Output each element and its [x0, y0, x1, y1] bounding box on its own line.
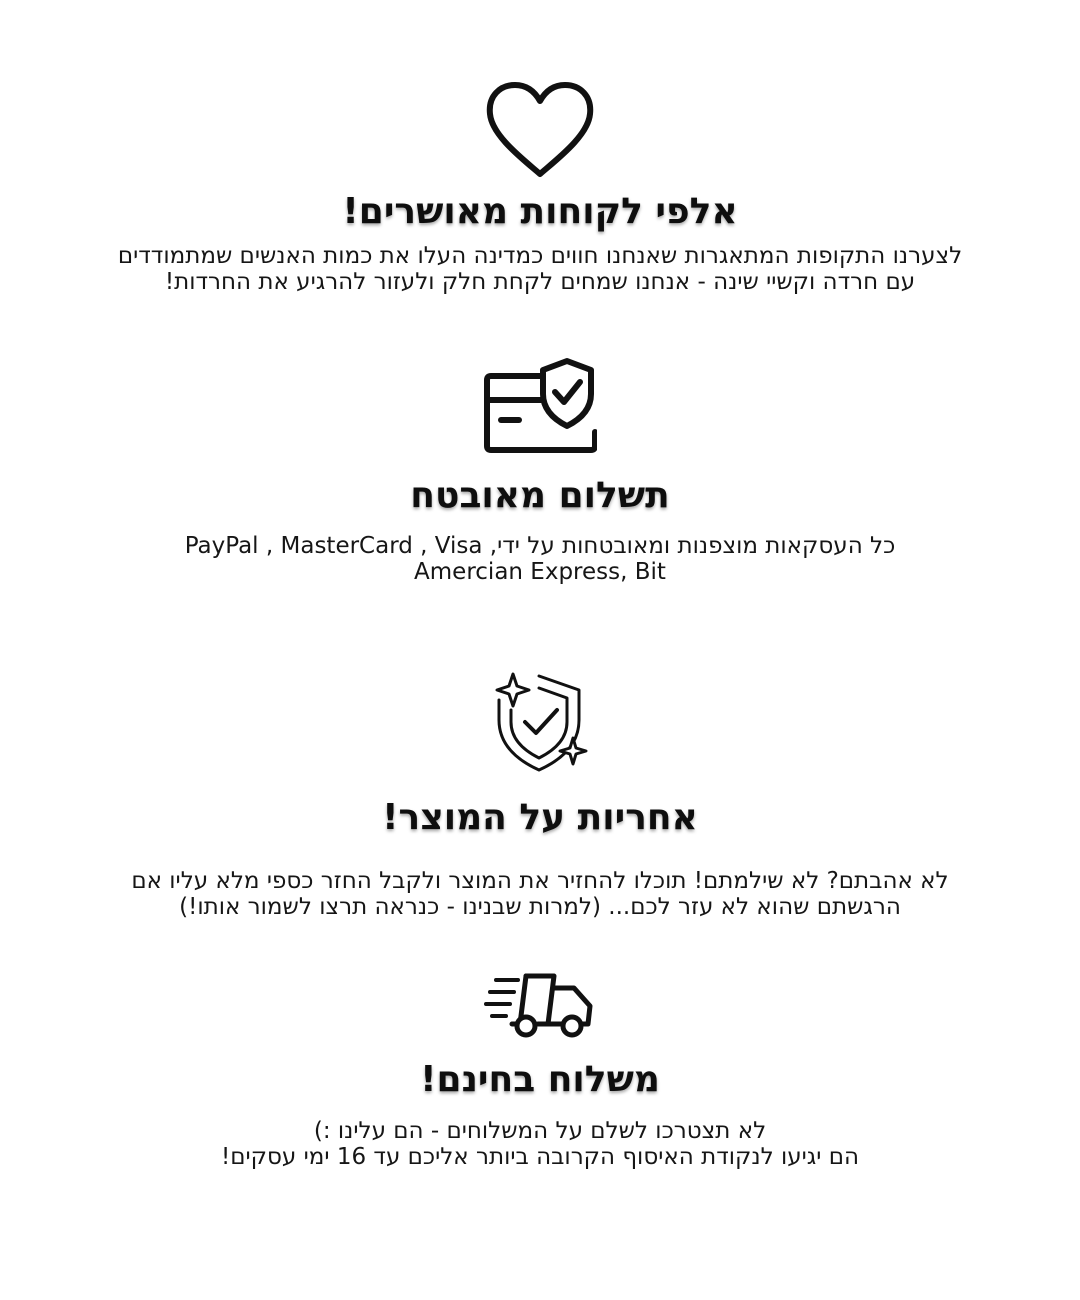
feature-description: לא תצטרכו לשלם על המשלוחים - הם עלינו :) הם יגיעו לנקודת האיסוף הקרובה ביותר אליכם עד 16 ימי עסקים! [221, 1118, 859, 1170]
feature-title: אחריות על המוצר! [382, 797, 698, 838]
feature-description-line-1: כל העסקאות מוצפנות ומאובטחות על ידי, PayPal , MasterCard , Visa [184, 533, 896, 559]
feature-description: לא אהבתם? לא שילמתם! תוכלו להחזיר את המוצר ולקבל החזר כספי מלא עליו אם הרגשתם שהוא לא עזר לכם... (למרות שבנינו - כנראה תרצו לשמור אותו!) [131, 868, 949, 920]
warranty-shield-icon [0, 670, 1080, 776]
secure-payment-icon [0, 356, 1080, 456]
feature-description-line-2: Amercian Express, Bit [414, 559, 666, 585]
feature-title: אלפי לקוחות מאושרים! [342, 191, 738, 232]
delivery-truck-icon [0, 970, 1080, 1040]
feature-description: לצערנו התקופות המתאגרות שאנחנו חווים כמדינה העלו את כמות האנשים שמתמודדים עם חרדה וקשיי שינה - אנחנו שמחים לקחת חלק ולעזור להרגיע את החרדות! [117, 243, 963, 295]
feature-title: משלוח בחינם! [420, 1059, 660, 1100]
feature-title: תשלום מאובטח [410, 475, 670, 516]
heart-icon [0, 80, 1080, 180]
